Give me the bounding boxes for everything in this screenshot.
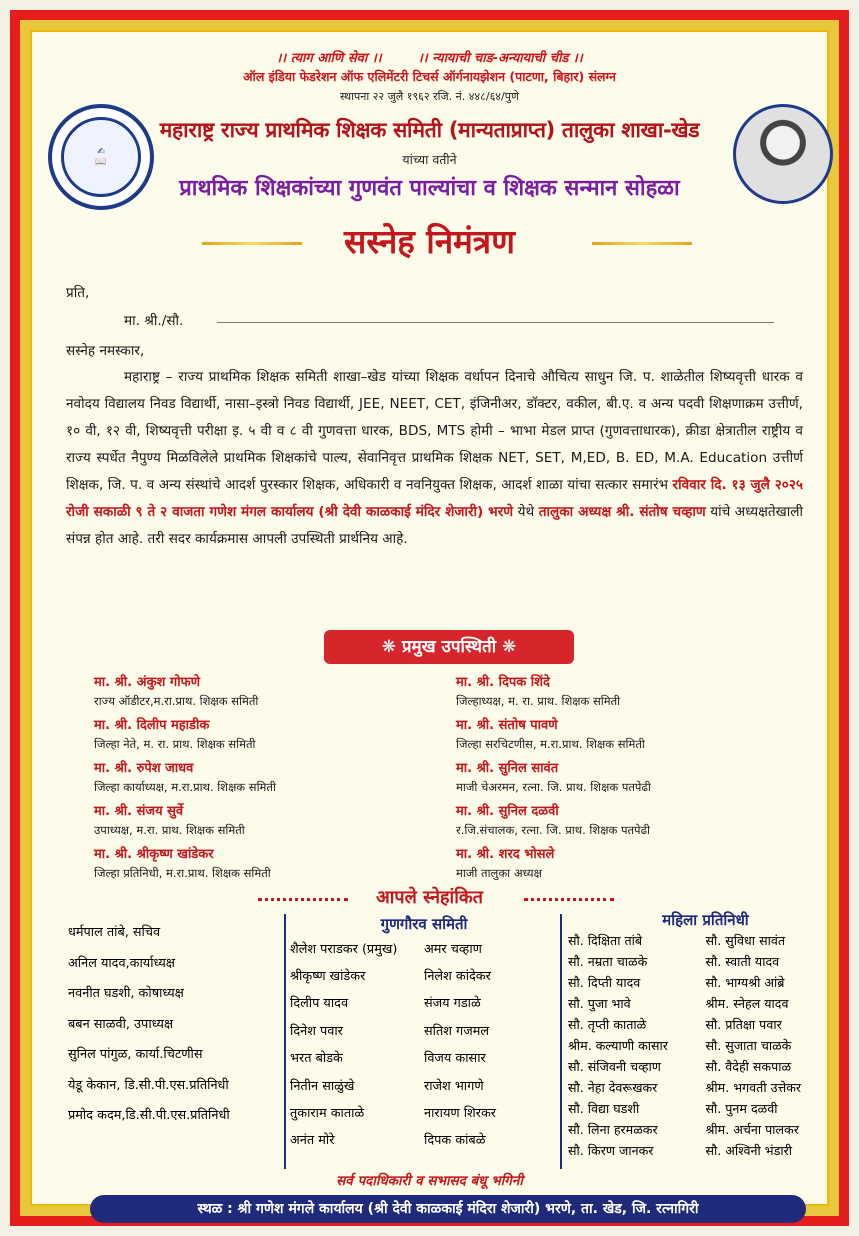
list-item: सौ. सुविधा सावंत bbox=[705, 933, 786, 948]
list-item: दिलीप यादव bbox=[290, 996, 349, 1012]
guest-name: मा. श्री. संतोष पावणे bbox=[456, 718, 558, 733]
list-item: विजय कासार bbox=[424, 1051, 486, 1067]
table-row bbox=[568, 1119, 843, 1140]
guest-name: मा. श्री. दिपक शिंदे bbox=[456, 675, 550, 690]
table-row bbox=[290, 1016, 558, 1043]
list-item: श्रीम. स्नेहल यादव bbox=[705, 996, 789, 1011]
federation-line: ऑल इंडिया फेडरेशन ऑफ एलिमेंटरी टिचर्स ऑर्गनायझेशन (पाटणा, बिहार) संलग्न bbox=[243, 69, 616, 84]
list-item: निलेश कांदेकर bbox=[424, 969, 491, 985]
women-representatives-table bbox=[568, 910, 843, 1161]
paragraph-president: तालुका अध्यक्ष श्री. संतोष चव्हाण bbox=[538, 504, 706, 520]
guest-name: मा. श्री. संजय सुर्वे bbox=[94, 804, 184, 819]
organization-name: महाराष्ट्र राज्य प्राथमिक शिक्षक समिती (मान्यताप्राप्त) तालुका शाखा-खेड bbox=[159, 118, 700, 142]
guest-role: जिल्हाध्यक्ष, म. रा. प्राथ. शिक्षक समिती bbox=[456, 694, 621, 708]
motto-right: ।। न्यायाची चाड-अन्यायाची चीड ।। bbox=[417, 51, 583, 66]
list-item: दिनेश पवार bbox=[290, 1023, 343, 1039]
paragraph-part-3: यांचे अध्यक्षतेखाली संपन्न होत आहे. तरी सदर कार्यक्रमास आपली उपस्थिती प्रार्थनिय आहे. bbox=[66, 504, 803, 547]
guest-role: र.जि.संचालक, रत्ना. जि. प्राथ. शिक्षक पतपेढी bbox=[456, 823, 651, 837]
table-row bbox=[568, 1077, 843, 1098]
guest-name: मा. श्री. सुनिल दळवी bbox=[456, 804, 559, 819]
list-item: सतिश गजमल bbox=[424, 1023, 490, 1039]
invitation-heading: सस्नेह निमंत्रण bbox=[344, 222, 515, 261]
welcome-heading: आपले स्नेहांकित bbox=[376, 887, 483, 908]
list-item: तुकाराम काताळे bbox=[290, 1106, 365, 1122]
letter-to: प्रति, bbox=[66, 285, 90, 301]
table-row bbox=[568, 1140, 843, 1161]
table-row bbox=[290, 961, 558, 988]
list-item: नारायण शिरकर bbox=[424, 1106, 497, 1122]
table-row bbox=[290, 1071, 558, 1098]
salutation-prefix: मा. श्री./सौ. bbox=[124, 313, 184, 329]
table-row bbox=[568, 1098, 843, 1119]
list-item: अनंत मोरे bbox=[290, 1133, 335, 1149]
letter-greeting: सस्नेह नमस्कार, bbox=[66, 343, 145, 359]
paragraph-date-venue: रविवार दि. १३ जुलै २०२५ रोजी सकाळी ९ ते २ वाजता गणेश मंगल कार्यालय (श्री देवी काळकाई मंदिर शेजारी) भरणे bbox=[66, 477, 804, 520]
letter-paragraph bbox=[66, 364, 803, 553]
table-row bbox=[568, 1056, 843, 1077]
column-divider bbox=[284, 914, 286, 1169]
list-item: दिपक कांबळे bbox=[424, 1133, 486, 1149]
guest-role: जिल्हा नेते, म. रा. प्राथ. शिक्षक समिती bbox=[94, 737, 256, 751]
list-item: श्रीकृष्ण खांडेकर bbox=[290, 969, 366, 985]
guest-role: राज्य ऑडीटर,म.रा.प्राथ. शिक्षक समिती bbox=[94, 694, 259, 708]
list-item: श्रीम. अर्चना पालकर bbox=[705, 1122, 799, 1137]
name-blank-line bbox=[217, 322, 774, 323]
dots-right-icon bbox=[524, 898, 614, 901]
list-item: सौ. अश्विनी भंडारी bbox=[705, 1143, 793, 1158]
motto-left: ।। त्याग आणि सेवा ।। bbox=[276, 51, 382, 66]
list-item: शैलेश पराडकर (प्रमुख) bbox=[290, 941, 398, 957]
list-item: अमर चव्हाण bbox=[424, 941, 482, 957]
table-row bbox=[290, 989, 558, 1016]
on-behalf-text: यांच्या वतीने bbox=[402, 152, 457, 167]
list-item: सौ. प्रतिक्षा पवार bbox=[705, 1017, 782, 1032]
list-item: सौ. लिना हरमळकर bbox=[568, 1122, 658, 1137]
table-row bbox=[568, 1035, 843, 1056]
guest-role: जिल्हा सरचिटणीस, म.रा.प्राथ. शिक्षक समिती bbox=[456, 737, 645, 751]
established-line: स्थापना २२ जुलै १९६२ रजि. नं. ४४८/६४/पुणे bbox=[340, 90, 519, 103]
paragraph-part-2: येथे bbox=[517, 504, 535, 520]
list-item: सौ. किरण जानकर bbox=[568, 1143, 654, 1158]
guest-name: मा. श्री. श्रीकृष्ण खांडेकर bbox=[94, 847, 214, 862]
column-divider bbox=[560, 914, 562, 1169]
list-item: धर्मपाल तांबे, सचिव bbox=[68, 925, 161, 940]
list-item: भरत बोडके bbox=[290, 1051, 343, 1067]
committee-title: गुणगौरव समिती bbox=[380, 915, 468, 933]
list-item: सौ. संजिवनी चव्हाण bbox=[568, 1059, 661, 1074]
guest-role: जिल्हा कार्याध्यक्ष, म.रा.प्राथ. शिक्षक समिती bbox=[94, 780, 276, 794]
list-item: श्रीम. कल्याणी कासार bbox=[568, 1038, 668, 1053]
list-item: सौ. स्वाती यादव bbox=[705, 954, 780, 969]
list-item: सौ. वैदेही सकपाळ bbox=[705, 1059, 792, 1074]
presence-right-column bbox=[456, 672, 836, 887]
list-item: सौ. सुजाता चाळके bbox=[705, 1038, 792, 1053]
list-item: सौ. विद्या घडशी bbox=[568, 1101, 640, 1116]
event-title: प्राथमिक शिक्षकांच्या गुणवंत पाल्यांचा व शिक्षक सन्मान सोहळा bbox=[179, 176, 680, 201]
table-row bbox=[290, 934, 558, 961]
all-members-line: सर्व पदाधिकारी व सभासद बंधू भगिनी bbox=[336, 1173, 523, 1189]
venue-banner: स्थळ : श्री गणेश मंगले कार्यालय (श्री देवी काळकाई मंदिरा शेजारी) भरणे, ता. खेड, जि. रत्नागिरी bbox=[90, 1195, 806, 1223]
guest-name: मा. श्री. अंकुश गोफणे bbox=[94, 675, 201, 690]
paragraph-part-1: महाराष्ट्र – राज्य प्राथमिक शिक्षक समिती शाखा–खेड यांच्या शिक्षक वर्धापन दिनाचे औचित्य साधुन जि. प. शाळेतील शिष्यवृत्ती धारक व नवोदय विद्यालय निवड विद्यार्थी, नासा–इस्त्रो निवड विद्यार्थी, JEE, NEET, CET, इंजिनीअर, डॉक्टर, वकील, बी.ए. व अन्य पदवी शिक्षणाक्रम उत्तीर्ण, १० वी, १२ वी, शिष्यवृत्ती परीक्षा इ. ५ वी व ८ वी गुणवत्ता धारक, BDS, MTS होमी – भाभा मेडल प्राप्त (गुणवत्ताधारक), क्रीडा क्षेत्रातील राष्ट्रीय व राज्य स्पर्धेत नैपुण्य मिळविलेले प्राथमिक शिक्षकांचे पाल्य, सेवानिवृत्त प्राथमिक शिक्षक NET, SET, M,ED, B. ED, M.A. Education उत्तीर्ण शिक्षक, जि. प. व अन्य संस्थांचे आदर्श पुरस्कार शिक्षक, अधिकारी व नवनियुक्त शिक्षक, आदर्श शाळा यांचा सत्कार समारंभ bbox=[66, 369, 803, 493]
list-item: बबन साळवी, उपाध्यक्ष bbox=[68, 1016, 174, 1032]
presence-left-column bbox=[94, 672, 434, 887]
list-item: संजय गडाळे bbox=[424, 996, 481, 1012]
guest-role: जिल्हा प्रतिनिधी, म.रा.प्राथ. शिक्षक समिती bbox=[94, 866, 271, 880]
list-item: सौ. तृप्ती काताळे bbox=[568, 1017, 647, 1032]
guest-name: मा. श्री. दिलीप महाडीक bbox=[94, 718, 210, 733]
table-row bbox=[568, 972, 843, 993]
guest-role: माजी तालुका अध्यक्ष bbox=[456, 866, 542, 880]
guest-name: मा. श्री. सुनिल सावंत bbox=[456, 761, 559, 776]
table-row bbox=[568, 951, 843, 972]
table-row bbox=[568, 1014, 843, 1035]
list-item: श्रीम. भगवती उत्तेकर bbox=[705, 1080, 802, 1095]
list-item: नवनीत घडशी, कोषाध्यक्ष bbox=[68, 986, 184, 1001]
list-item: सौ. भाग्यश्री आंब्रे bbox=[705, 975, 785, 990]
table-row bbox=[290, 1044, 558, 1071]
list-item: सौ. नम्रता चाळके bbox=[568, 954, 648, 969]
office-bearers-list bbox=[68, 918, 283, 1132]
guest-name: मा. श्री. रुपेश जाधव bbox=[94, 761, 194, 776]
logo-emblem-icon: ✍ 📖 bbox=[61, 117, 141, 197]
list-item: राजेश भागणे bbox=[424, 1078, 484, 1094]
table-row bbox=[568, 993, 843, 1014]
committee-table bbox=[290, 914, 558, 1153]
card-inner bbox=[30, 30, 829, 1217]
list-item: सौ. दिक्षिता तांबे bbox=[568, 933, 643, 948]
list-item: प्रमोद कदम,डि.सी.पी.एस.प्रतिनिधी bbox=[68, 1108, 230, 1123]
list-item: सुनिल पांगुळ, कार्या.चिटणीस bbox=[68, 1047, 203, 1062]
women-title: महिला प्रतिनिधी bbox=[662, 911, 749, 929]
table-row bbox=[290, 1098, 558, 1125]
list-item: सौ. पुजा भावे bbox=[568, 996, 631, 1011]
table-row bbox=[290, 1126, 558, 1153]
list-item: सौ. नेहा देवरूखकर bbox=[568, 1080, 658, 1095]
presence-banner: ❋ प्रमुख उपस्थिती ❋ bbox=[324, 630, 574, 664]
guest-role: उपाध्यक्ष, म.रा. प्राथ. शिक्षक समिती bbox=[94, 823, 245, 837]
motto-line bbox=[32, 48, 827, 66]
list-item: सौ. पुनम दळवी bbox=[705, 1101, 778, 1116]
list-item: येडू केकान, डि.सी.पी.एस.प्रतिनिधी bbox=[68, 1077, 229, 1093]
guest-role: माजी चेअरमन, रत्ना. जि. प्राथ. शिक्षक पतपेढी bbox=[456, 780, 651, 794]
list-item: सौ. दिप्ती यादव bbox=[568, 975, 641, 990]
list-item: अनिल यादव,कार्याध्यक्ष bbox=[68, 955, 175, 971]
list-item: नितीन साळुंखे bbox=[290, 1078, 355, 1094]
table-row bbox=[568, 930, 843, 951]
card-frame bbox=[10, 10, 849, 1226]
guest-name: मा. श्री. शरद भोसले bbox=[456, 847, 555, 862]
